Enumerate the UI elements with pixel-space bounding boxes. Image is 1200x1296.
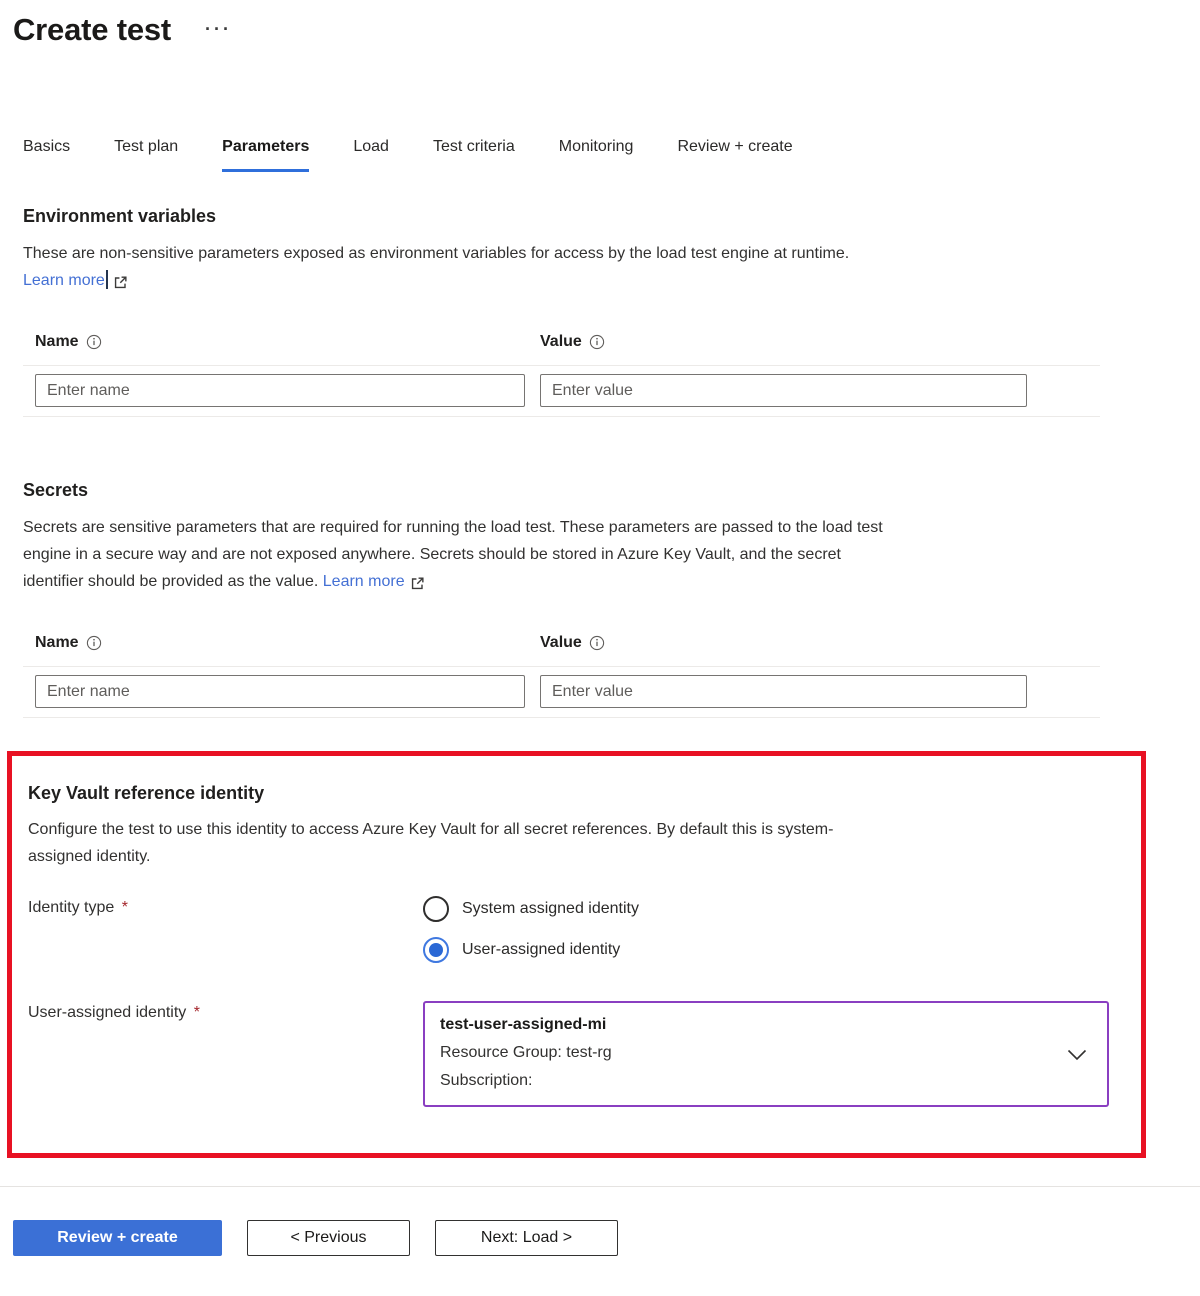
tab-parameters[interactable]: Parameters	[222, 138, 309, 172]
secrets-learn-more-link[interactable]: Learn more	[322, 573, 405, 590]
user-assigned-identity-label: User-assigned identity *	[28, 1004, 200, 1021]
dropdown-identity-name: test-user-assigned-mi	[440, 1016, 607, 1033]
environment-variables-table	[23, 333, 1100, 417]
external-link-icon	[410, 570, 425, 597]
next-load-button[interactable]: Next: Load >	[435, 1220, 618, 1256]
external-link-icon	[113, 269, 128, 296]
page-title: Create test	[13, 12, 172, 47]
environment-learn-more-row	[23, 267, 1108, 296]
env-name-column-header: Name	[35, 333, 79, 350]
info-icon[interactable]	[86, 333, 102, 351]
more-options-ellipsis-icon[interactable]: ···	[205, 19, 233, 39]
footer-buttons	[13, 1220, 1200, 1256]
secrets-table	[23, 634, 1100, 718]
review-create-button[interactable]: Review + create	[13, 1220, 222, 1256]
secrets-value-input[interactable]	[540, 675, 1027, 708]
previous-button[interactable]: < Previous	[247, 1220, 410, 1256]
tab-monitoring[interactable]: Monitoring	[558, 138, 634, 155]
environment-variables-heading: Environment variables	[23, 206, 217, 226]
tab-test-plan[interactable]: Test plan	[114, 138, 179, 155]
radio-selected-icon[interactable]	[423, 937, 449, 963]
footer-divider	[0, 1186, 1200, 1187]
secrets-name-column-header: Name	[35, 634, 79, 651]
info-icon[interactable]	[589, 333, 605, 351]
tab-load[interactable]: Load	[353, 138, 389, 155]
text-cursor	[106, 270, 108, 289]
env-name-input[interactable]	[35, 374, 525, 407]
secrets-description	[23, 514, 1108, 597]
env-table-row	[23, 365, 1100, 417]
chevron-down-icon[interactable]	[1067, 1041, 1087, 1069]
radio-user-assigned-identity[interactable]: User-assigned identity	[423, 937, 639, 963]
info-icon[interactable]	[86, 634, 102, 652]
keyvault-description: Configure the test to use this identity to access Azure Key Vault for all secret references. By default this is system- assigned identity.	[28, 821, 834, 865]
secrets-description-line: Secrets are sensitive parameters that are required for running the load test. These parameters are passed to the load test	[23, 519, 883, 536]
environment-learn-more-link[interactable]: Learn more	[23, 272, 105, 289]
identity-type-label: Identity type *	[28, 899, 128, 916]
required-asterisk: *	[121, 899, 128, 916]
page-header	[13, 12, 1200, 48]
radio-system-assigned-identity[interactable]: System assigned identity	[423, 896, 639, 922]
dropdown-subscription: Subscription:	[440, 1072, 533, 1089]
radio-unselected-icon[interactable]	[423, 896, 449, 922]
identity-type-radio-group	[423, 896, 639, 963]
secrets-heading: Secrets	[23, 480, 89, 500]
keyvault-heading: Key Vault reference identity	[28, 783, 265, 803]
dropdown-resource-group: Resource Group: test-rg	[440, 1044, 612, 1061]
env-value-input[interactable]	[540, 374, 1027, 407]
user-assigned-identity-dropdown[interactable]	[423, 1001, 1109, 1107]
required-asterisk: *	[193, 1004, 200, 1021]
secrets-value-column-header: Value	[540, 634, 582, 651]
secrets-table-row	[23, 666, 1100, 718]
user-assigned-identity-row	[28, 1001, 1121, 1107]
secrets-name-input[interactable]	[35, 675, 525, 708]
info-icon[interactable]	[589, 634, 605, 652]
tab-test-criteria[interactable]: Test criteria	[432, 138, 515, 155]
keyvault-reference-identity-section	[7, 751, 1146, 1158]
identity-type-row	[28, 896, 1121, 963]
secrets-description-line: identifier should be provided as the value. Learn more	[23, 568, 1108, 597]
tab-basics[interactable]: Basics	[23, 138, 71, 155]
secrets-description-line: engine in a secure way and are not exposed anywhere. Secrets should be stored in Azure Key Vault, and the secret	[23, 546, 841, 563]
tab-review-create[interactable]: Review + create	[677, 138, 793, 155]
wizard-tabs	[23, 138, 1200, 172]
env-value-column-header: Value	[540, 333, 582, 350]
environment-variables-description: These are non-sensitive parameters exposed as environment variables for access by the load test engine at runtime.	[23, 245, 850, 262]
